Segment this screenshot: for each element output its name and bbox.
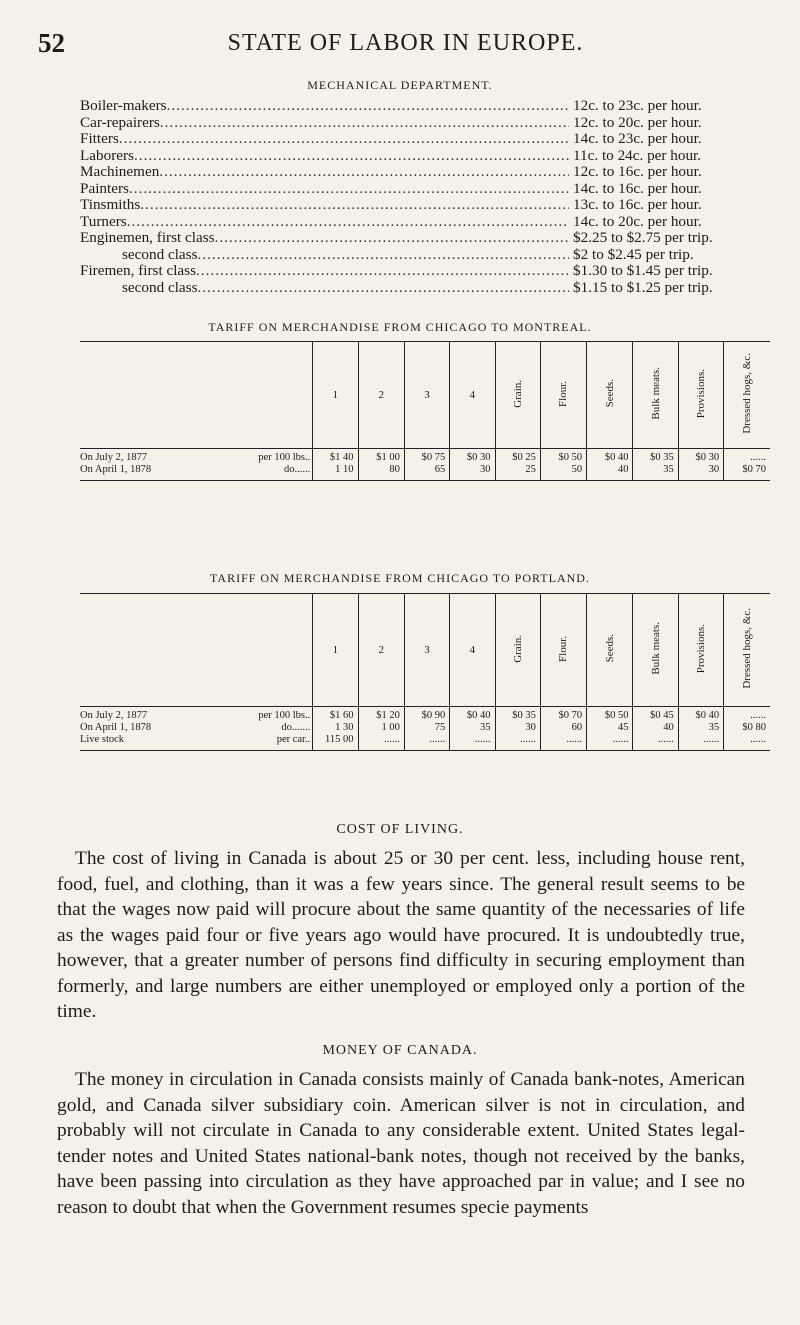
rate-cell: $0 50 — [540, 449, 586, 465]
tariff-montreal-heading: TARIFF ON MERCHANDISE FROM CHICAGO TO MONTREAL. — [208, 320, 592, 334]
column-header-label: 3 — [424, 389, 430, 401]
wage-rate: $1.15 to $1.25 per trip. — [573, 278, 713, 296]
rate-cell: 1 00 — [358, 722, 404, 734]
column-header-label: Bulk meats. — [649, 622, 662, 675]
column-header-label: 1 — [332, 644, 339, 656]
rate-cell: ...... — [678, 734, 723, 751]
leader-dots — [134, 148, 569, 165]
column-header — [587, 594, 633, 707]
tariff-portland-table — [80, 593, 770, 751]
column-header-label: 2 — [378, 644, 384, 656]
column-header-label: 1 — [332, 389, 339, 401]
rate-cell: $0 70 — [724, 464, 770, 481]
wage-rate: $2.25 to $2.75 per trip. — [573, 229, 713, 246]
rate-cell: 40 — [587, 464, 633, 481]
wage-row — [80, 164, 745, 181]
wage-occupation: Tinsmiths — [80, 196, 141, 213]
column-header-label: Grain. — [511, 379, 524, 408]
rate-cell: ...... — [587, 734, 633, 751]
rate-cell: ...... — [404, 734, 449, 751]
leader-dots — [198, 247, 570, 264]
leader-dots — [129, 181, 569, 198]
column-header-label: Flour. — [557, 380, 570, 407]
page-header — [38, 28, 773, 64]
wage-occupation: Laborers — [80, 146, 134, 164]
column-header-label: Provisions. — [694, 623, 707, 674]
rate-cell: 35 — [633, 464, 678, 481]
wage-occupation: Car-repairers — [80, 113, 160, 131]
cost-of-living-body — [57, 846, 745, 1025]
rate-cell: $0 30 — [678, 449, 723, 465]
rate-cell: 50 — [540, 464, 586, 481]
row-date: On April 1, 1878 — [80, 722, 152, 733]
leader-dots — [127, 214, 569, 231]
column-header — [495, 594, 540, 707]
rate-cell: ...... — [633, 734, 678, 751]
column-header — [495, 342, 540, 449]
wage-row — [80, 181, 745, 198]
table-row — [80, 449, 770, 465]
rate-cell: 35 — [678, 722, 723, 734]
table-header-row — [80, 342, 770, 449]
rate-cell: 30 — [450, 464, 495, 481]
rate-cell: $0 50 — [587, 707, 633, 723]
table-row — [80, 722, 770, 734]
rate-cell: $0 40 — [587, 449, 633, 465]
wage-rate: 12c. to 20c. per hour. — [573, 113, 702, 131]
column-header — [450, 342, 495, 449]
wage-rate: 14c. to 23c. per hour. — [573, 130, 702, 147]
row-date: On April 1, 1878 — [80, 464, 152, 475]
column-header-label: Provisions. — [694, 368, 707, 419]
leader-dots — [196, 263, 569, 280]
rate-cell: $0 70 — [540, 707, 586, 723]
column-header — [404, 594, 449, 707]
column-header — [404, 342, 449, 449]
rate-cell: ...... — [724, 707, 770, 723]
column-header-label: 3 — [424, 644, 430, 656]
rate-cell: $1 00 — [358, 449, 404, 465]
column-header-label: Seeds. — [603, 379, 616, 408]
wage-occupation: Fitters — [80, 130, 119, 147]
rate-cell: $0 40 — [678, 707, 723, 723]
table-header-row — [80, 594, 770, 707]
column-header — [358, 342, 404, 449]
column-header — [724, 594, 770, 707]
wage-occupation: Firemen, first class — [80, 262, 196, 279]
wage-row — [80, 263, 745, 280]
wage-row — [80, 247, 745, 264]
table-row — [80, 464, 770, 481]
rate-cell: 65 — [404, 464, 449, 481]
wage-row — [80, 98, 745, 115]
rate-cell: ...... — [540, 734, 586, 751]
leader-dots — [140, 197, 569, 214]
wage-row — [80, 214, 745, 231]
column-header-label: Dressed hogs, &c. — [741, 353, 754, 434]
rate-cell: 115 00 — [313, 734, 358, 751]
wage-rate: 13c. to 16c. per hour. — [573, 196, 702, 213]
mechanical-heading: MECHANICAL DEPARTMENT. — [307, 78, 493, 92]
column-header — [633, 342, 678, 449]
row-date: On July 2, 1877 — [80, 452, 148, 463]
cost-of-living-heading: COST OF LIVING. — [336, 822, 464, 837]
leader-dots — [159, 164, 569, 181]
rate-cell: 40 — [633, 722, 678, 734]
column-header-label: Bulk meats. — [649, 367, 662, 420]
row-label-cell — [80, 722, 313, 734]
wage-rate: 12c. to 16c. per hour. — [573, 163, 702, 180]
column-header — [540, 342, 586, 449]
column-header — [678, 342, 723, 449]
wage-occupation: Turners — [80, 212, 127, 230]
row-unit: do...... — [283, 464, 311, 475]
rate-cell: $0 25 — [495, 449, 540, 465]
table-row — [80, 707, 770, 723]
column-header — [678, 594, 723, 707]
leader-dots — [198, 280, 570, 297]
column-header — [724, 342, 770, 449]
rate-cell: $0 80 — [724, 722, 770, 734]
wage-occupation: second class — [122, 278, 198, 296]
column-header — [313, 594, 358, 707]
tariff-portland-heading: TARIFF ON MERCHANDISE FROM CHICAGO TO PORTLAND. — [210, 571, 590, 585]
rate-cell: 80 — [358, 464, 404, 481]
page-number: 52 — [38, 28, 65, 58]
rate-cell: 1 10 — [313, 464, 358, 481]
leader-dots — [215, 230, 569, 247]
column-header-label: Dressed hogs, &c. — [741, 608, 754, 689]
row-unit: per 100 lbs.. — [258, 452, 311, 463]
wage-list — [80, 98, 745, 296]
column-header-label: 4 — [469, 389, 476, 401]
wage-rate: 14c. to 20c. per hour. — [573, 212, 702, 230]
rate-cell: ...... — [724, 449, 770, 465]
row-unit: per car.. — [276, 734, 311, 745]
money-paragraph: The money in circulation in Canada consists mainly of Canada bank-notes, American gold, and Canada silver subsidiary coin. American silver is not in circulation, and probably will not circulate in Canada to any considerable extent. United States legal-tender notes and United States national-bank notes, though not received by the banks, have been passing into circulation as they have approached par in value; and I see no reason to doubt that when the Government resumes specie payments — [57, 1069, 745, 1218]
column-header-label: Grain. — [511, 634, 524, 663]
rate-cell: $0 45 — [633, 707, 678, 723]
column-header-label: 2 — [378, 389, 384, 401]
row-date: Live stock — [80, 734, 125, 745]
column-header-label: Seeds. — [603, 634, 616, 663]
row-label-cell — [80, 734, 313, 751]
wage-occupation: Painters — [80, 179, 129, 197]
rate-cell: 30 — [495, 722, 540, 734]
column-header — [313, 342, 358, 449]
column-header — [540, 594, 586, 707]
column-header — [587, 342, 633, 449]
wage-occupation: second class — [122, 245, 198, 263]
wage-rate: $2 to $2.45 per trip. — [573, 245, 694, 263]
row-label-cell — [80, 449, 313, 465]
wage-occupation: Boiler-makers — [80, 97, 167, 114]
leader-dots — [167, 98, 569, 115]
rate-cell: $1 40 — [313, 449, 358, 465]
column-header — [633, 594, 678, 707]
rate-cell: 60 — [540, 722, 586, 734]
wage-row — [80, 131, 745, 148]
wage-row — [80, 280, 745, 297]
table-row — [80, 734, 770, 751]
rate-cell: $0 75 — [404, 449, 449, 465]
rate-cell: 35 — [450, 722, 495, 734]
leader-dots — [160, 115, 569, 132]
rate-cell: ...... — [450, 734, 495, 751]
wage-row — [80, 115, 745, 132]
rate-cell: ...... — [724, 734, 770, 751]
rate-cell: 25 — [495, 464, 540, 481]
row-date: On July 2, 1877 — [80, 710, 148, 721]
wage-row — [80, 230, 745, 247]
header-blank-cell — [80, 594, 313, 707]
wage-row — [80, 148, 745, 165]
wage-occupation: Machinemen — [80, 163, 160, 180]
column-header — [358, 594, 404, 707]
wage-occupation: Enginemen, first class — [80, 229, 215, 246]
rate-cell: $0 35 — [495, 707, 540, 723]
rate-cell: ...... — [358, 734, 404, 751]
column-header-label: Flour. — [557, 635, 570, 662]
header-blank-cell — [80, 342, 313, 449]
rate-cell: 75 — [404, 722, 449, 734]
row-label-cell — [80, 464, 313, 481]
wage-rate: 14c. to 16c. per hour. — [573, 179, 702, 197]
rate-cell: $0 40 — [450, 707, 495, 723]
cost-of-living-paragraph: The cost of living in Canada is about 25 or 30 per cent. less, including house rent, food, fuel, and clothing, than it was a few years since. The general result seems to be that the wages now paid will procure about the same quantity of the necessaries of life as the wages paid four or five years ago would have procured. It is undoubtedly true, however, that a greater number of persons find difficulty in securing employment than formerly, and large numbers are either unemployed or employed only a portion of the time. — [57, 848, 745, 1022]
column-header-label: 4 — [469, 644, 476, 656]
row-unit: per 100 lbs.. — [258, 710, 311, 721]
money-heading: MONEY OF CANADA. — [322, 1043, 478, 1058]
leader-dots — [119, 131, 569, 148]
running-title: STATE OF LABOR IN EUROPE. — [227, 30, 584, 56]
rate-cell: 30 — [678, 464, 723, 481]
rate-cell: $1 20 — [358, 707, 404, 723]
money-body — [57, 1067, 745, 1220]
tariff-montreal-table — [80, 341, 770, 481]
wage-rate: $1.30 to $1.45 per trip. — [573, 262, 713, 279]
rate-cell: $0 35 — [633, 449, 678, 465]
rate-cell: ...... — [495, 734, 540, 751]
rate-cell: $1 60 — [313, 707, 358, 723]
row-unit: do....... — [281, 722, 311, 733]
row-label-cell — [80, 707, 313, 723]
wage-row — [80, 197, 745, 214]
wage-rate: 12c. to 23c. per hour. — [573, 97, 702, 114]
rate-cell: 1 30 — [313, 722, 358, 734]
rate-cell: 45 — [587, 722, 633, 734]
wage-rate: 11c. to 24c. per hour. — [573, 146, 702, 164]
rate-cell: $0 90 — [404, 707, 449, 723]
column-header — [450, 594, 495, 707]
rate-cell: $0 30 — [450, 449, 495, 465]
